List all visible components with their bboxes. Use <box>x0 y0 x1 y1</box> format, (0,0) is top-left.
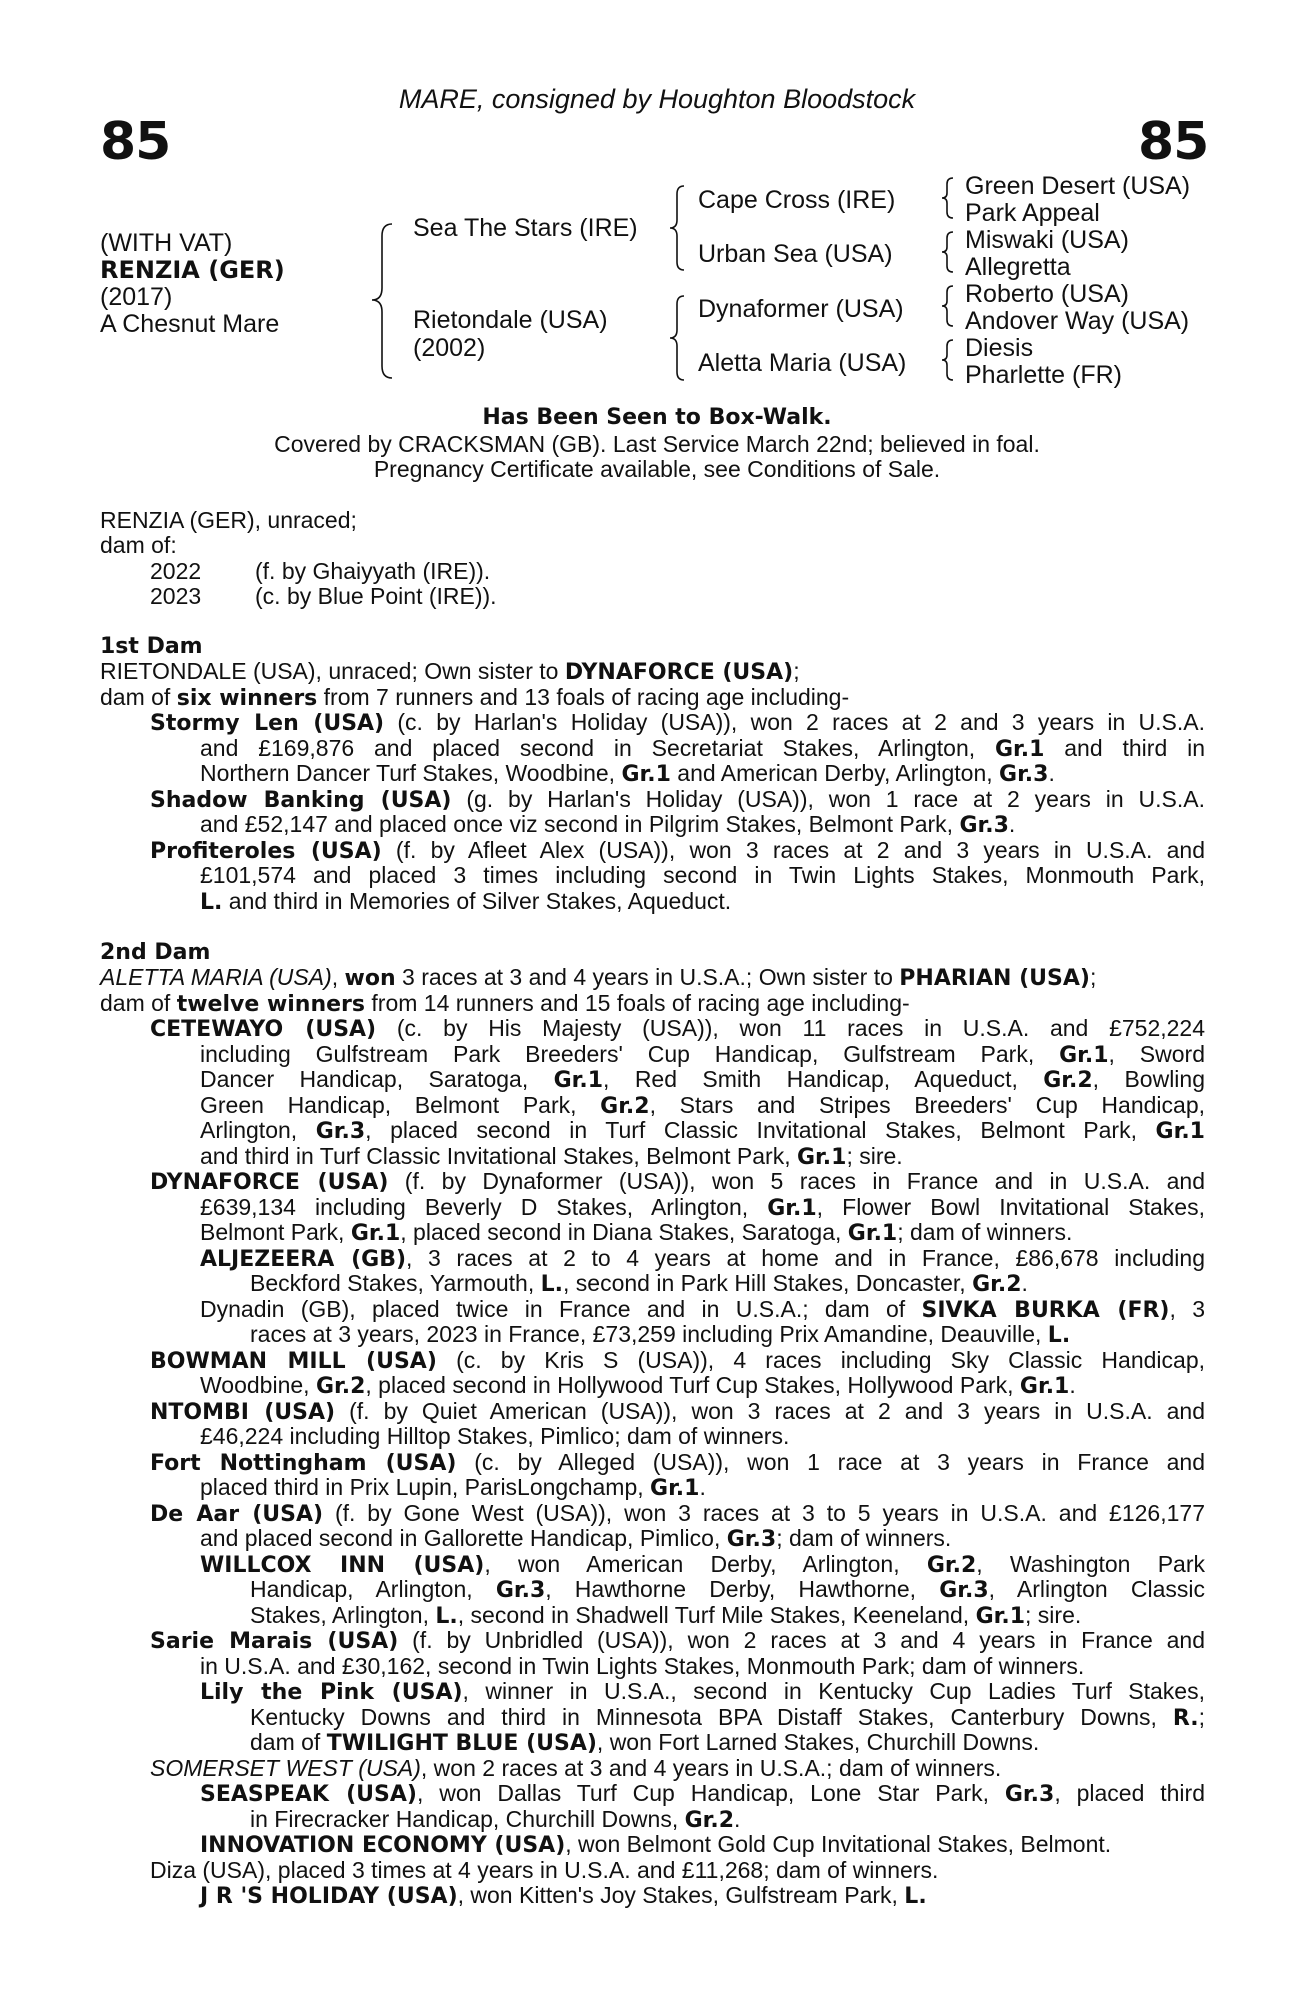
lot-number-right: 85 <box>1138 112 1209 172</box>
progeny-line: Green Handicap, Belmont Park, Gr.2, Stars and Stripes Breeders' Cup Handicap, <box>200 1092 1205 1119</box>
progeny-line: in Firecracker Handicap, Churchill Downs, Gr.2. <box>250 1806 741 1833</box>
certificate-note: Pregnancy Certificate available, see Conditions of Sale. <box>373 456 941 482</box>
progeny-line: dam of TWILIGHT BLUE (USA), won Fort Larned Stakes, Churchill Downs. <box>250 1729 1040 1756</box>
progeny-name: DYNAFORCE (USA) <box>150 1170 389 1195</box>
progeny-name: INNOVATION ECONOMY (USA) <box>200 1833 566 1858</box>
consignment-title: MARE, consigned by Houghton Bloodstock <box>398 84 916 114</box>
pedigree-g4-4: Allegretta <box>965 253 1071 281</box>
lot-number-left: 85 <box>100 112 171 172</box>
progeny-name: Profiteroles (USA) <box>150 839 382 864</box>
covered-note: Covered by CRACKSMAN (GB). Last Service March 22nd; believed in foal. <box>274 431 1040 457</box>
pedigree-dam-year: (2002) <box>413 334 486 362</box>
pedigree-dam-sire: Dynaformer (USA) <box>698 295 904 323</box>
progeny-line: £101,574 and placed 3 times including second in Twin Lights Stakes, Monmouth Park, <box>200 862 1205 888</box>
produce-year: 2022 <box>150 558 202 584</box>
pedigree-g4-8: Pharlette (FR) <box>965 361 1122 389</box>
progeny-name: BOWMAN MILL (USA) <box>150 1349 437 1374</box>
progeny-entry: J R 'S HOLIDAY (USA), won Kitten's Joy Stakes, Gulfstream Park, L. <box>200 1882 927 1909</box>
brace-dam-line <box>668 294 688 384</box>
produce-intro: RENZIA (GER), unraced; <box>100 507 357 533</box>
pedigree-sire: Sea The Stars (IRE) <box>413 214 638 242</box>
progeny-name: CETEWAYO (USA) <box>150 1017 377 1042</box>
pedigree-g4-3: Miswaki (USA) <box>965 226 1129 254</box>
progeny-line: Stakes, Arlington, L., second in Shadwell Turf Mile Stakes, Keeneland, Gr.1; sire. <box>250 1602 1082 1629</box>
progeny-entry: SEASPEAK (USA), won Dallas Turf Cup Handicap, Lone Star Park, Gr.3, placed third <box>200 1780 1205 1807</box>
pedigree-dam-dam: Aletta Maria (USA) <box>698 349 907 377</box>
progeny-entry: NTOMBI (USA) (f. by Quiet American (USA)), won 3 races at 2 and 3 years in U.S.A. and <box>150 1398 1205 1425</box>
dam-sister-name: DYNAFORCE (USA) <box>564 660 794 685</box>
horse-name: RENZIA (GER) <box>100 256 285 284</box>
progeny-line: £639,134 including Beverly D Stakes, Arlington, Gr.1, Flower Bowl Invitational Stakes, <box>200 1194 1205 1221</box>
progeny-entry: CETEWAYO (USA) (c. by His Majesty (USA)), won 11 races in U.S.A. and £752,224 <box>150 1015 1206 1042</box>
vat-note: (WITH VAT) <box>100 229 233 257</box>
pedigree-g4-1: Green Desert (USA) <box>965 172 1191 200</box>
progeny-line: and third in Turf Classic Invitational Stakes, Belmont Park, Gr.1; sire. <box>200 1143 903 1170</box>
progeny-line: Woodbine, Gr.2, placed second in Hollywood Turf Cup Stakes, Hollywood Park, Gr.1. <box>200 1372 1076 1399</box>
progeny-line: including Gulfstream Park Breeders' Cup Handicap, Gulfstream Park, Gr.1, Sword <box>200 1041 1205 1068</box>
produce-dam-of: dam of: <box>100 532 177 558</box>
progeny-name: Fort Nottingham (USA) <box>150 1451 457 1476</box>
pedigree-g4-2: Park Appeal <box>965 199 1100 227</box>
progeny-entry: Profiteroles (USA) (f. by Afleet Alex (USA)), won 3 races at 2 and 3 years in U.S.A. and <box>150 837 1206 864</box>
progeny-name: Stormy Len (USA) <box>150 711 385 736</box>
progeny-name: SEASPEAK (USA) <box>200 1782 417 1807</box>
progeny-entry: ALJEZEERA (GB), 3 races at 2 to 4 years at home and in France, £86,678 including <box>200 1245 1205 1272</box>
progeny-entry: BOWMAN MILL (USA) (c. by Kris S (USA)), 4 races including Sky Classic Handicap, <box>150 1347 1205 1374</box>
pedigree-g4-6: Andover Way (USA) <box>965 307 1190 335</box>
progeny-entry: De Aar (USA) (f. by Gone West (USA)), won 3 races at 3 to 5 years in U.S.A. and £126,177 <box>150 1500 1205 1527</box>
section-heading: 2nd Dam <box>100 940 211 965</box>
brace-sire-line <box>668 184 688 274</box>
pedigree-sire-sire: Cape Cross (IRE) <box>698 186 896 214</box>
brace-g4-4 <box>940 338 956 384</box>
progeny-entry: INNOVATION ECONOMY (USA), won Belmont Gold Cup Invitational Stakes, Belmont. <box>200 1831 1112 1858</box>
progeny-line: Handicap, Arlington, Gr.3, Hawthorne Derby, Hawthorne, Gr.3, Arlington Classic <box>250 1576 1205 1603</box>
progeny-line: in U.S.A. and £30,162, second in Twin Lights Stakes, Monmouth Park; dam of winners. <box>200 1653 1085 1679</box>
progeny-entry: Lily the Pink (USA), winner in U.S.A., second in Kentucky Cup Ladies Turf Stakes, <box>200 1678 1205 1705</box>
progeny-entry: Fort Nottingham (USA) (c. by Alleged (USA)), won 1 race at 3 years in France and <box>150 1449 1205 1476</box>
first-dam-line: dam of six winners from 7 runners and 13 foals of racing age including- <box>100 684 850 711</box>
progeny-line: Northern Dancer Turf Stakes, Woodbine, Gr.1 and American Derby, Arlington, Gr.3. <box>200 760 1055 787</box>
progeny-line: and £52,147 and placed once viz second in Pilgrim Stakes, Belmont Park, Gr.3. <box>200 811 1016 838</box>
progeny-line: Belmont Park, Gr.1, placed second in Diana Stakes, Saratoga, Gr.1; dam of winners. <box>200 1219 1073 1246</box>
progeny-entry: Dynadin (GB), placed twice in France and in U.S.A.; dam of SIVKA BURKA (FR), 3 <box>200 1296 1205 1323</box>
progeny-line: and placed second in Gallorette Handicap, Pimlico, Gr.3; dam of winners. <box>200 1525 952 1552</box>
progeny-name: NTOMBI (USA) <box>150 1400 336 1425</box>
section-heading: 1st Dam <box>100 634 203 659</box>
produce-foal: (c. by Blue Point (IRE)). <box>255 583 497 609</box>
horse-description: A Chesnut Mare <box>100 310 280 338</box>
produce-year: 2023 <box>150 583 202 609</box>
progeny-name: WILLCOX INN (USA) <box>200 1553 485 1578</box>
produce-foal: (f. by Ghaiyyath (IRE)). <box>255 558 491 584</box>
progeny-name: J R 'S HOLIDAY (USA) <box>200 1884 458 1909</box>
second-dam-line: ALETTA MARIA (USA), won 3 races at 3 and 4 years in U.S.A.; Own sister to PHARIAN (USA); <box>100 964 1097 991</box>
progeny-name: Sarie Marais (USA) <box>150 1629 399 1654</box>
progeny-line: Beckford Stakes, Yarmouth, L., second in Park Hill Stakes, Doncaster, Gr.2. <box>250 1270 1028 1297</box>
pedigree-sire-dam: Urban Sea (USA) <box>698 240 893 268</box>
pedigree-g4-7: Diesis <box>965 334 1034 362</box>
progeny-entry: WILLCOX INN (USA), won American Derby, Arlington, Gr.2, Washington Park <box>200 1551 1205 1578</box>
progeny-entry: Sarie Marais (USA) (f. by Unbridled (USA)), won 2 races at 3 and 4 years in France and <box>150 1627 1206 1654</box>
horse-year: (2017) <box>100 283 173 311</box>
progeny-entry: DYNAFORCE (USA) (f. by Dynaformer (USA)), won 5 races in France and in U.S.A. and <box>150 1168 1205 1195</box>
progeny-name: SOMERSET WEST (USA) <box>150 1755 421 1781</box>
progeny-entry: Shadow Banking (USA) (g. by Harlan's Holiday (USA)), won 1 race at 2 years in U.S.A. <box>150 786 1205 813</box>
progeny-line: Kentucky Downs and third in Minnesota BPA Distaff Stakes, Canterbury Downs, R.; <box>250 1704 1205 1731</box>
progeny-entry: SOMERSET WEST (USA), won 2 races at 3 and 4 years in U.S.A.; dam of winners. <box>150 1755 1002 1781</box>
progeny-line: placed third in Prix Lupin, ParisLongchamp, Gr.1. <box>200 1474 706 1501</box>
progeny-line: £46,224 including Hilltop Stakes, Pimlico; dam of winners. <box>200 1423 790 1449</box>
progeny-line: and £169,876 and placed second in Secretariat Stakes, Arlington, Gr.1 and third in <box>200 735 1205 762</box>
pedigree-dam: Rietondale (USA) <box>413 306 608 334</box>
brace-generation-1 <box>370 222 400 382</box>
progeny-entry: Stormy Len (USA) (c. by Harlan's Holiday (USA)), won 2 races at 2 and 3 years in U.S.A. <box>150 709 1206 736</box>
progeny-name: Lily the Pink (USA) <box>200 1680 463 1705</box>
progeny-name: Shadow Banking (USA) <box>150 788 452 813</box>
brace-g4-2 <box>940 230 956 276</box>
pedigree-g4-5: Roberto (USA) <box>965 280 1129 308</box>
brace-g4-3 <box>940 284 956 330</box>
progeny-line: Dancer Handicap, Saratoga, Gr.1, Red Smith Handicap, Aqueduct, Gr.2, Bowling <box>200 1066 1205 1093</box>
box-walk-note: Has Been Seen to Box-Walk. <box>482 405 832 430</box>
progeny-line: races at 3 years, 2023 in France, £73,259 including Prix Amandine, Deauville, L. <box>250 1321 1071 1348</box>
progeny-line: Arlington, Gr.3, placed second in Turf Classic Invitational Stakes, Belmont Park, Gr.1 <box>200 1117 1205 1144</box>
first-dam-line: RIETONDALE (USA), unraced; Own sister to DYNAFORCE (USA); <box>100 658 800 685</box>
brace-g4-1 <box>940 176 956 222</box>
second-dam-line: dam of twelve winners from 14 runners and 15 foals of racing age including- <box>100 990 910 1017</box>
progeny-name: De Aar (USA) <box>150 1502 324 1527</box>
progeny-entry: Diza (USA), placed 3 times at 4 years in U.S.A. and £11,268; dam of winners. <box>150 1857 939 1883</box>
progeny-name: ALJEZEERA (GB) <box>200 1247 407 1272</box>
progeny-line: L. and third in Memories of Silver Stakes, Aqueduct. <box>200 888 732 915</box>
